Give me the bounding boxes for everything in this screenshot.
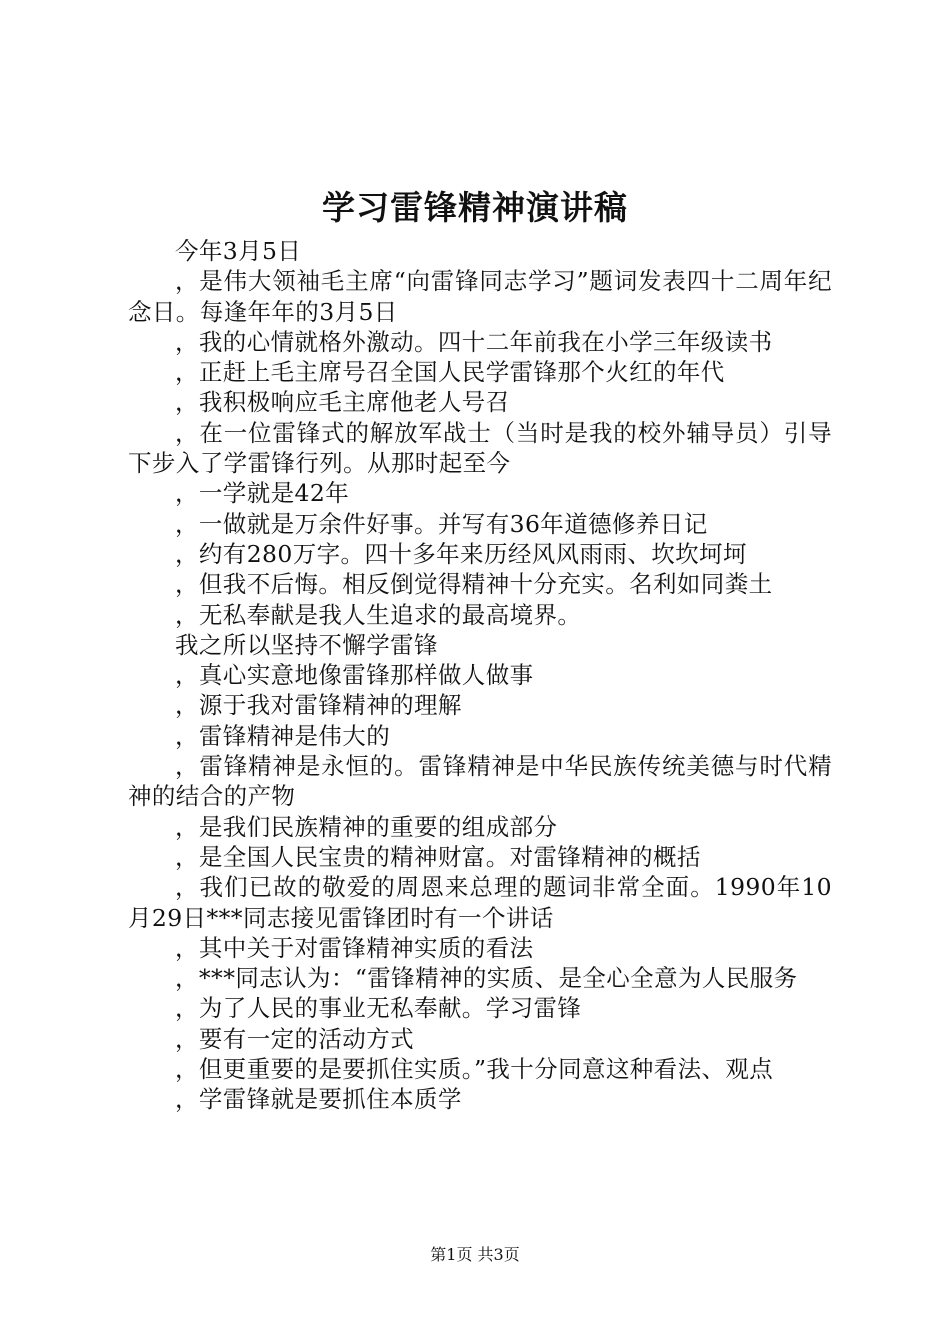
- paragraph: ，***同志认为：“雷锋精神的实质、是全心全意为人民服务: [175, 964, 798, 993]
- document-title: 学习雷锋精神演讲稿: [322, 188, 628, 227]
- paragraph: ，但我不后悔。相反倒觉得精神十分充实。名利如同粪土: [175, 570, 773, 599]
- paragraph: 今年3月5日: [175, 237, 302, 265]
- paragraph: ，其中关于对雷锋精神实质的看法: [175, 933, 534, 962]
- paragraph: ，要有一定的活动方式: [175, 1024, 414, 1053]
- paragraph: ，无私奉献是我人生追求的最高境界。: [175, 600, 582, 629]
- paragraph: 我之所以坚持不懈学雷锋: [175, 630, 438, 659]
- page-footer: 第1页 共3页: [430, 1245, 520, 1264]
- document-body: [128, 236, 832, 1115]
- paragraph: ，在一位雷锋式的解放军战士（当时是我的校外辅导员）引导下步入了学雷锋行列。从那时起至今: [128, 418, 832, 478]
- paragraph: ，我的心情就格外激动。四十二年前我在小学三年级读书: [175, 327, 773, 356]
- paragraph: ，是全国人民宝贵的精神财富。对雷锋精神的概括: [175, 842, 701, 871]
- paragraph: ，为了人民的事业无私奉献。学习雷锋: [175, 994, 582, 1023]
- paragraph: ，我积极响应毛主席他老人号召: [175, 388, 510, 417]
- paragraph: ，一做就是万余件好事。并写有36年道德修养日记: [175, 509, 708, 538]
- paragraph: ，我们已故的敬爱的周恩来总理的题词非常全面。1990年10月29日***同志接见雷锋团时有一个讲话: [128, 873, 832, 932]
- paragraph: ，是我们民族精神的重要的组成部分: [175, 812, 558, 841]
- paragraph: ，真心实意地像雷锋那样做人做事: [175, 661, 534, 690]
- paragraph: ，学雷锋就是要抓住本质学: [175, 1085, 462, 1114]
- paragraph: ，雷锋精神是永恒的。雷锋精神是中华民族传统美德与时代精神的结合的产物: [128, 752, 832, 811]
- paragraph: ，约有280万字。四十多年来历经风风雨雨、坎坎坷坷: [175, 539, 747, 568]
- paragraph: ，正赶上毛主席号召全国人民学雷锋那个火红的年代: [175, 358, 725, 387]
- paragraph: ，雷锋精神是伟大的: [175, 721, 391, 750]
- paragraph: ，但更重要的是要抓住实质。”我十分同意这种看法、观点: [175, 1055, 774, 1084]
- paragraph: ，是伟大领袖毛主席“向雷锋同志学习”题词发表四十二周年纪念日。每逢年年的3月5日: [128, 267, 832, 326]
- paragraph: ，源于我对雷锋精神的理解: [175, 691, 462, 720]
- paragraph: ，一学就是42年: [175, 479, 350, 508]
